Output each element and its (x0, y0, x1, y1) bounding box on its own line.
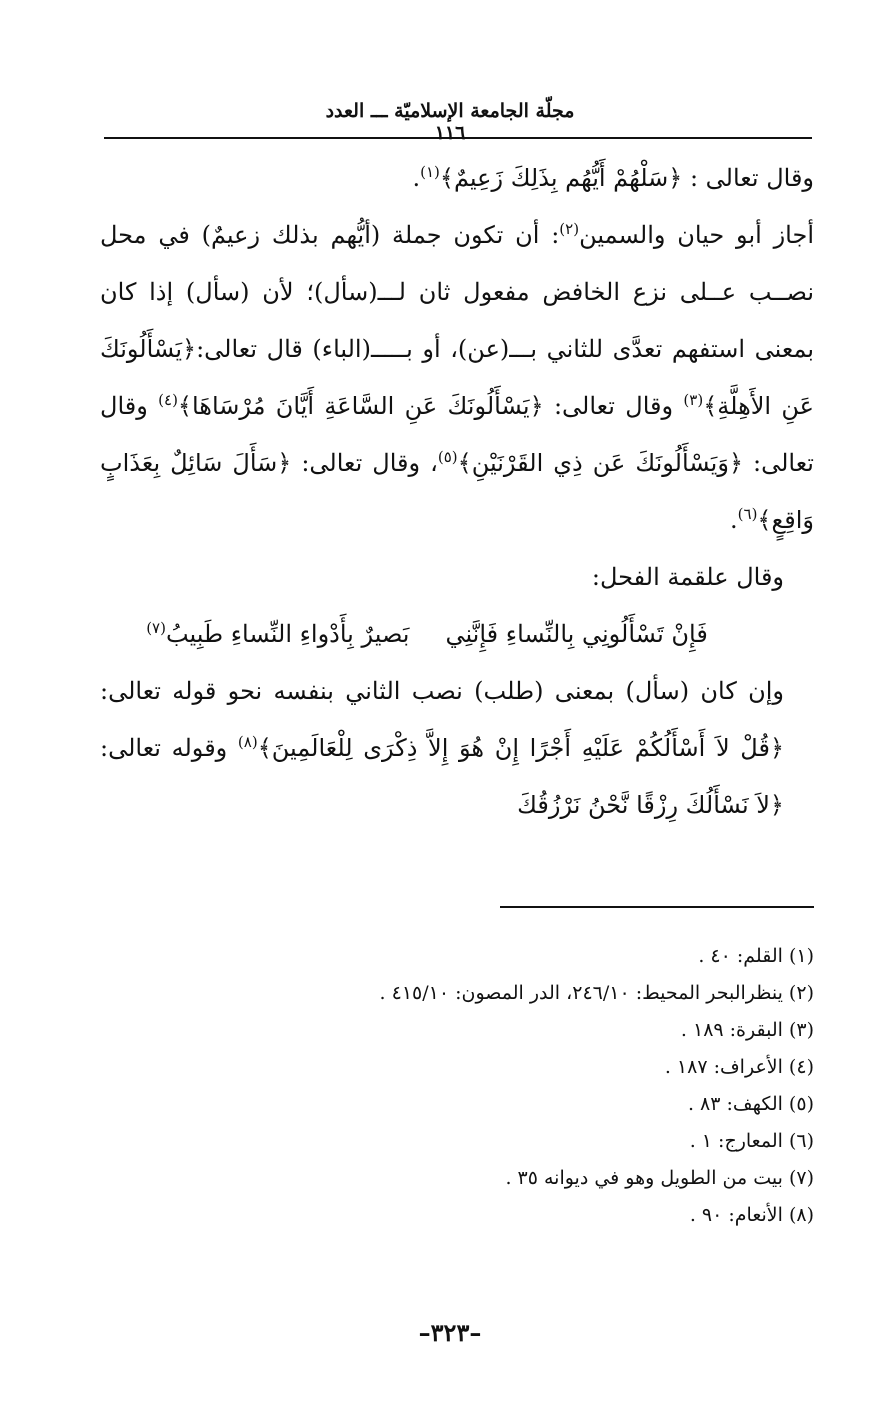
running-header: مجلّة الجامعة الإسلاميّة ـــ العدد ١١٦ (325, 100, 575, 144)
footnote-ref: (١) (420, 163, 440, 181)
footnote-divider (500, 906, 814, 908)
text-run: : أن تكون جملة (أيُّهم بذلك زعيمٌ) في محل نصــب عــلى نزع الخافض مفعول ثان لـــ(سأل)؛ لأن (سأل) إذا كان بمعنى استفهم تعدَّى للثاني بـــ(عن)، أو بـــــ(الباء) قال تعالى: (100, 221, 814, 363)
header-divider (104, 137, 812, 139)
quran-quote: ﴿يَسْأَلُونَكَ عَنِ السَّاعَةِ أَيَّانَ مُرْسَاهَا﴾ (177, 392, 544, 420)
paragraph-1 (100, 150, 814, 207)
footnote-ref: (٧) (146, 619, 166, 637)
main-text (100, 150, 814, 834)
footnotes-list (300, 938, 814, 1234)
quran-quote: ﴿وَيَسْأَلُونَكَ عَن ذِي القَرْنَيْنِ﴾ (457, 449, 744, 477)
paragraph-3: وقال علقمة الفحل: (591, 563, 784, 591)
footnote-ref: (٦) (737, 505, 758, 523)
footnote-item: (٥) الكهف: ٨٣ . (687, 1093, 814, 1115)
text-run: وقال تعالى : (682, 164, 814, 192)
quran-quote: ﴿يَسْأَلُونَكَ عَنِ الأَهِلَّةِ﴾ (100, 335, 814, 420)
paragraph-4 (100, 663, 814, 834)
text-run: . (730, 506, 738, 534)
poetry-verse (100, 606, 814, 663)
footnote-item: (٣) البقرة: ١٨٩ . (680, 1019, 814, 1041)
footnote-ref: (٨) (237, 733, 258, 751)
verse-first-hemistich: فَإِنْ تَسْأَلُونِي بِالنِّساءِ فَإِنَّنِي (445, 620, 708, 648)
quran-quote: ﴿سَأَلَ سَائِلٌ بِعَذَابٍ وَاقِعٍ﴾ (100, 449, 814, 534)
text-run: وقوله تعالى: (100, 734, 238, 762)
text-run: ، وقال تعالى: (291, 449, 438, 477)
text-run: أجاز أبو حيان والسمين (579, 221, 815, 249)
quran-quote: ﴿سَلْهُمْ أَيُّهُم بِذَلِكَ زَعِيمٌ﴾ (439, 164, 683, 192)
footnote-item: (٨) الأنعام: ٩٠ . (689, 1204, 814, 1226)
text-run: وقال تعالى: (100, 392, 814, 477)
footnote-item: (٢) ينظرالبحر المحيط: ٢٤٦/١٠، الدر المصون: ٤١٥/١٠ . (379, 982, 814, 1004)
text-run: . (412, 164, 421, 192)
footnote-item: (٦) المعارج: ١ . (689, 1130, 814, 1152)
quran-quote: ﴿قُلْ لاَ أَسْأَلُكُمْ عَلَيْهِ أَجْرًا إِنْ هُوَ إِلاَّ ذِكْرَى لِلْعَالَمِينَ﴾ (257, 734, 785, 762)
text-run: بَصيرٌ بِأَدْواءِ النِّساءِ طَبِيبُ (165, 620, 410, 648)
footnote-item: (١) القلم: ٤٠ . (698, 945, 814, 967)
page-number: –٣٢٣– (418, 1318, 482, 1347)
paragraph-2 (100, 207, 814, 549)
text-run: وقال تعالى: (543, 392, 684, 420)
footnote-ref: (٣) (683, 391, 704, 409)
text-run: وإن كان (سأل) بمعنى (طلب) نصب الثاني بنفسه نحو قوله تعالى: (100, 677, 784, 705)
footnote-ref: (٢) (559, 220, 580, 238)
footnote-item: (٧) بيت من الطويل وهو في ديوانه ٣٥ . (505, 1167, 814, 1189)
footnote-ref: (٤) (158, 391, 178, 409)
verse-second-hemistich (146, 606, 409, 663)
quran-quote: ﴿لاَ نَسْأَلُكَ رِزْقًا نَّحْنُ نَرْزُقُكَ (517, 791, 784, 819)
footnote-item: (٤) الأعراف: ١٨٧ . (664, 1056, 814, 1078)
footnote-ref: (٥) (437, 448, 458, 466)
